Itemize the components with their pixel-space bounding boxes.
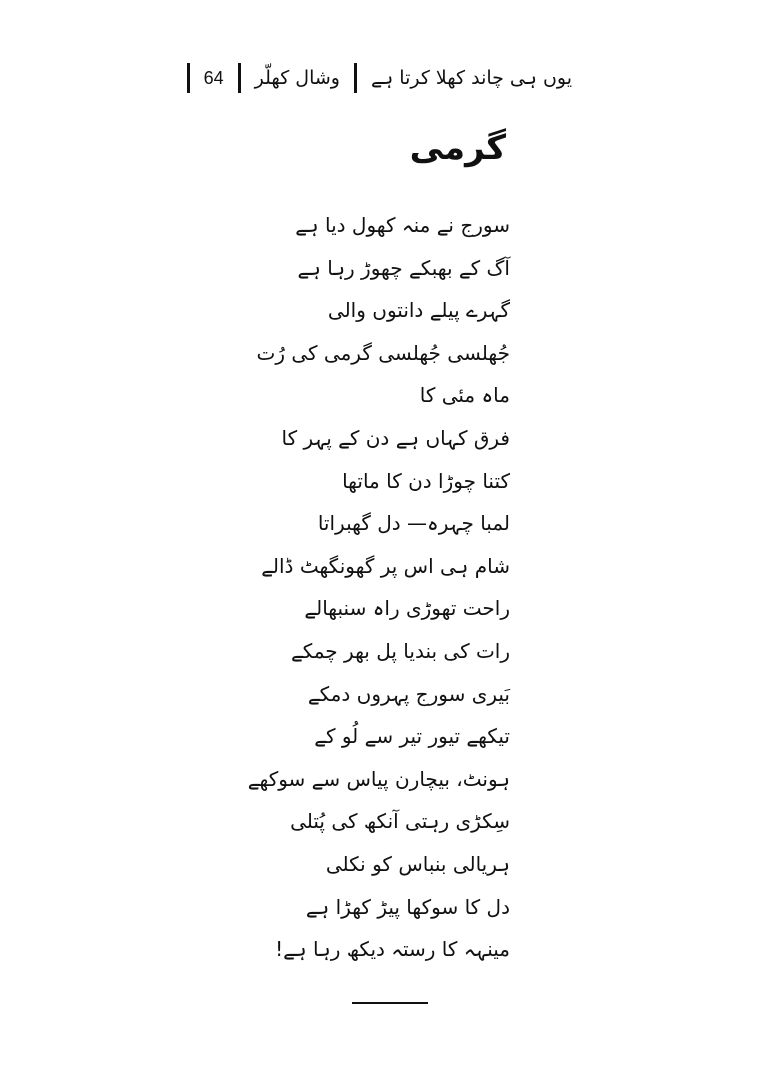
running-header (187, 58, 572, 98)
poem-line: دل کا سوکھا پیڑ کھڑا ہے (305, 894, 510, 919)
poem-line: ہونٹ، بیچارن پیاس سے سوکھے (247, 766, 510, 791)
poem-line: کتنا چوڑا دن کا ماتھا (342, 468, 510, 493)
poem-line: ہریالی بنباس کو نکلی (325, 851, 510, 876)
author-name: وشال کھلّر (254, 67, 340, 89)
header-divider (354, 63, 357, 93)
end-rule (352, 1002, 428, 1004)
page-number: 64 (203, 67, 224, 88)
header-divider (187, 63, 190, 93)
poem-title: گرمی (409, 128, 506, 168)
poem-line: ماہ مئی کا (419, 383, 510, 408)
poem-line: راحت تھوڑی راہ سنبھالے (304, 596, 510, 621)
poem-line: فرق کہاں ہے دن کے پہر کا (281, 425, 510, 450)
poem-line: مینہہ کا رستہ دیکھ رہا ہے! (275, 937, 510, 962)
poem-line: گہرے پیلے دانتوں والی (327, 298, 510, 323)
poem-line: شام ہی اس پر گھونگھٹ ڈالے (261, 553, 510, 578)
poem-line: سِکڑی رہتی آنکھ کی پُتلی (290, 809, 510, 834)
header-divider (238, 63, 241, 93)
book-title: یوں ہی چاند کھلا کرتا ہے (370, 67, 572, 89)
poem-line: تیکھے تیور تیر سے لُو کے (314, 724, 510, 749)
poem-line: رات کی بندیا پل بھر چمکے (290, 638, 510, 663)
poem-line: بَیری سورج پہروں دمکے (307, 681, 510, 706)
poem-body (210, 204, 510, 971)
poem-line: سورج نے منہ کھول دیا ہے (295, 213, 510, 237)
poem-line: آگ کے بھبکے چھوڑ رہا ہے (297, 255, 510, 280)
poem-line: جُھلسی جُھلسی گرمی کی رُت (256, 340, 510, 365)
poem-line: لمبا چہرہ— دل گھبراتا (317, 511, 510, 536)
